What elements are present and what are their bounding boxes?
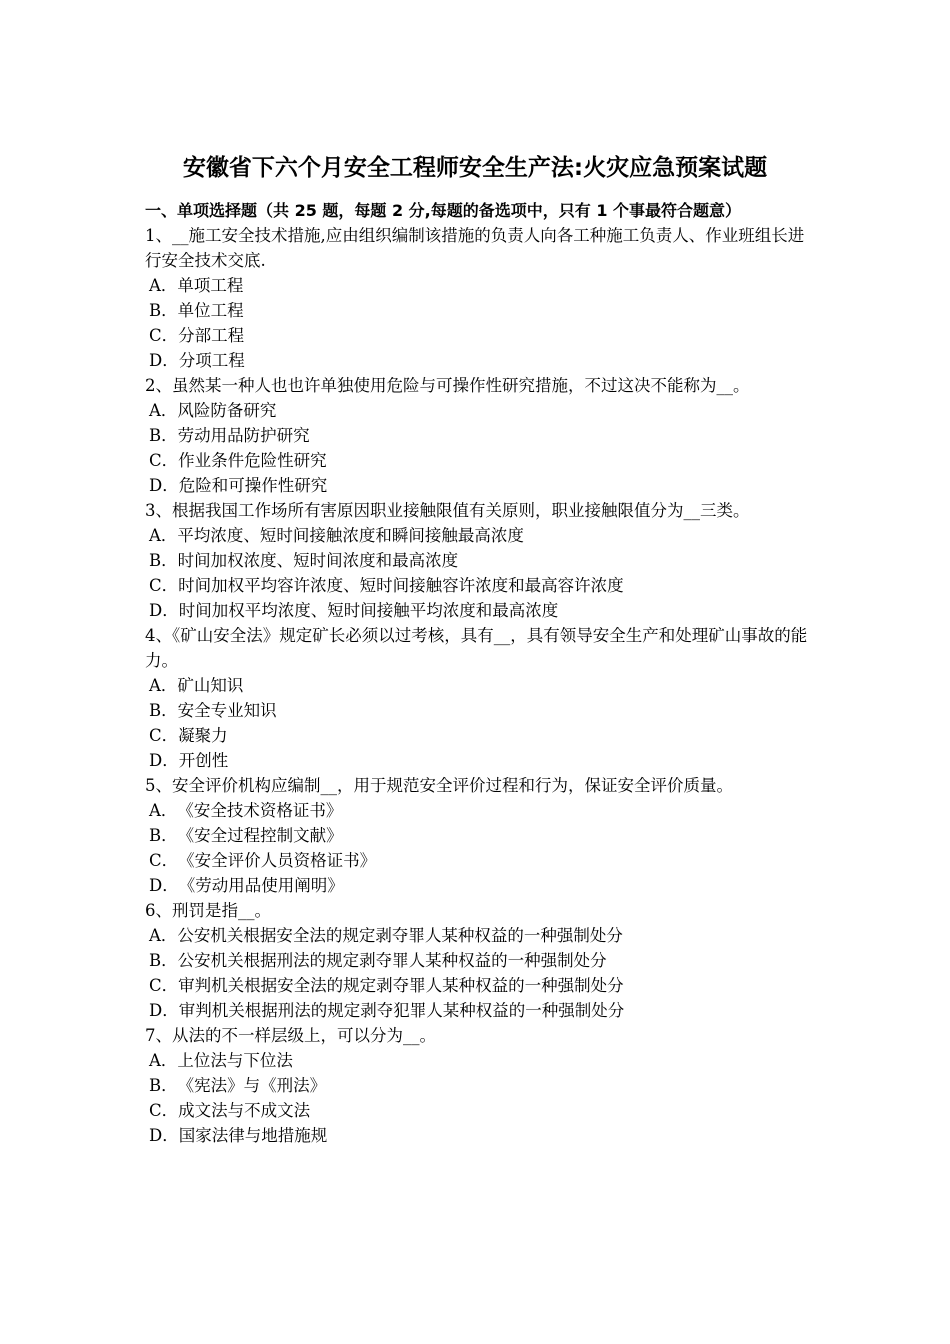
option-text: 国家法律与地措施规 xyxy=(178,1126,328,1145)
option-text: 公安机关根据刑法的规定剥夺罪人某种权益的一种强制处分 xyxy=(177,951,607,970)
question-text: 6、刑罚是指__。 xyxy=(145,901,271,920)
answer-option xyxy=(145,798,817,823)
option-text: 作业条件危险性研究 xyxy=(178,451,327,470)
answer-option xyxy=(145,348,817,373)
option-letter: A． xyxy=(149,526,178,545)
question-text: 7、从法的不一样层级上，可以分为__。 xyxy=(145,1026,436,1045)
option-letter: A． xyxy=(149,1051,178,1070)
question-text: 2、虽然某一种人也也许单独使用危险与可操作性研究措施，不过这决不能称为__。 xyxy=(145,376,750,395)
option-text: 时间加权平均浓度、短时间接触平均浓度和最高浓度 xyxy=(178,601,559,620)
option-letter: A． xyxy=(149,676,178,695)
option-letter: D． xyxy=(149,1126,179,1145)
section-heading: 一、单项选择题（共 25 题，每题 2 分,每题的备选项中，只有 1 个事最符合题意） xyxy=(145,201,742,220)
option-text: 审判机关根据安全法的规定剥夺罪人某种权益的一种强制处分 xyxy=(178,976,624,995)
option-text: 时间加权浓度、短时间浓度和最高浓度 xyxy=(177,551,459,570)
document-body xyxy=(145,198,817,1148)
option-text: 单项工程 xyxy=(177,276,244,295)
question-text: 5、安全评价机构应编制__，用于规范安全评价过程和行为，保证安全评价质量。 xyxy=(145,776,733,795)
option-letter: D． xyxy=(149,601,179,620)
option-letter: C． xyxy=(149,451,179,470)
option-letter: B． xyxy=(149,701,178,720)
answer-option xyxy=(145,673,817,698)
option-letter: B． xyxy=(149,551,178,570)
option-letter: D． xyxy=(149,476,179,495)
option-text: 安全专业知识 xyxy=(177,701,277,720)
option-letter: A． xyxy=(149,926,178,945)
option-letter: C． xyxy=(149,576,179,595)
option-text: 《安全过程控制文献》 xyxy=(177,826,343,845)
answer-option xyxy=(145,848,817,873)
option-letter: C． xyxy=(149,976,179,995)
answer-option xyxy=(145,973,817,998)
option-letter: B． xyxy=(149,301,178,320)
answer-option xyxy=(145,923,817,948)
answer-option xyxy=(145,823,817,848)
option-text: 时间加权平均容许浓度、短时间接触容许浓度和最高容许浓度 xyxy=(178,576,624,595)
answer-option xyxy=(145,323,817,348)
answer-option xyxy=(145,998,817,1023)
answer-option xyxy=(145,698,817,723)
answer-option xyxy=(145,723,817,748)
option-text: 矿山知识 xyxy=(177,676,244,695)
option-letter: B． xyxy=(149,1076,178,1095)
answer-option xyxy=(145,598,817,623)
answer-option xyxy=(145,273,817,298)
answer-option xyxy=(145,298,817,323)
option-letter: A． xyxy=(149,801,178,820)
answer-option xyxy=(145,1073,817,1098)
option-text: 分项工程 xyxy=(178,351,245,370)
answer-option xyxy=(145,1098,817,1123)
option-letter: A． xyxy=(149,401,178,420)
option-text: 危险和可操作性研究 xyxy=(178,476,328,495)
option-text: 公安机关根据安全法的规定剥夺罪人某种权益的一种强制处分 xyxy=(177,926,623,945)
option-letter: A． xyxy=(149,276,178,295)
option-letter: D． xyxy=(149,751,179,770)
answer-option xyxy=(145,948,817,973)
answer-option xyxy=(145,873,817,898)
option-text: 成文法与不成文法 xyxy=(178,1101,311,1120)
option-letter: B． xyxy=(149,426,178,445)
option-letter: D． xyxy=(149,1001,179,1020)
answer-option xyxy=(145,1048,817,1073)
answer-option xyxy=(145,523,817,548)
option-letter: B． xyxy=(149,951,178,970)
answer-option xyxy=(145,423,817,448)
option-text: 《安全评价人员资格证书》 xyxy=(178,851,377,870)
option-text: 凝聚力 xyxy=(178,726,228,745)
option-text: 《劳动用品使用阐明》 xyxy=(178,876,344,895)
answer-option xyxy=(145,548,817,573)
option-text: 上位法与下位法 xyxy=(177,1051,293,1070)
option-letter: C． xyxy=(149,1101,179,1120)
option-letter: C． xyxy=(149,326,179,345)
question-text: 1、__施工安全技术措施,应由组织编制该措施的负责人向各工种施工负责人、作业班组长进行安全技术交底. xyxy=(145,226,805,270)
option-text: 平均浓度、短时间接触浓度和瞬间接触最高浓度 xyxy=(177,526,524,545)
option-letter: B． xyxy=(149,826,178,845)
option-letter: C． xyxy=(149,851,179,870)
option-text: 分部工程 xyxy=(178,326,245,345)
answer-option xyxy=(145,473,817,498)
option-text: 《宪法》与《刑法》 xyxy=(177,1076,327,1095)
question-list xyxy=(145,223,817,1148)
option-letter: C． xyxy=(149,726,179,745)
answer-option xyxy=(145,573,817,598)
option-text: 劳动用品防护研究 xyxy=(177,426,310,445)
answer-option xyxy=(145,1123,817,1148)
document-title: 安徽省下六个月安全工程师安全生产法:火灾应急预案试题 xyxy=(182,155,768,181)
answer-option xyxy=(145,398,817,423)
answer-option xyxy=(145,748,817,773)
option-text: 开创性 xyxy=(178,751,229,770)
option-text: 单位工程 xyxy=(177,301,244,320)
question-text: 4、《矿山安全法》规定矿长必须以过考核，具有__，具有领导安全生产和处理矿山事故的能力。 xyxy=(145,626,808,670)
option-letter: D． xyxy=(149,876,179,895)
question-text: 3、根据我国工作场所有害原因职业接触限值有关原则，职业接触限值分为__三类。 xyxy=(145,501,750,520)
option-letter: D． xyxy=(149,351,179,370)
option-text: 风险防备研究 xyxy=(177,401,277,420)
answer-option xyxy=(145,448,817,473)
option-text: 审判机关根据刑法的规定剥夺犯罪人某种权益的一种强制处分 xyxy=(178,1001,625,1020)
option-text: 《安全技术资格证书》 xyxy=(177,801,343,820)
